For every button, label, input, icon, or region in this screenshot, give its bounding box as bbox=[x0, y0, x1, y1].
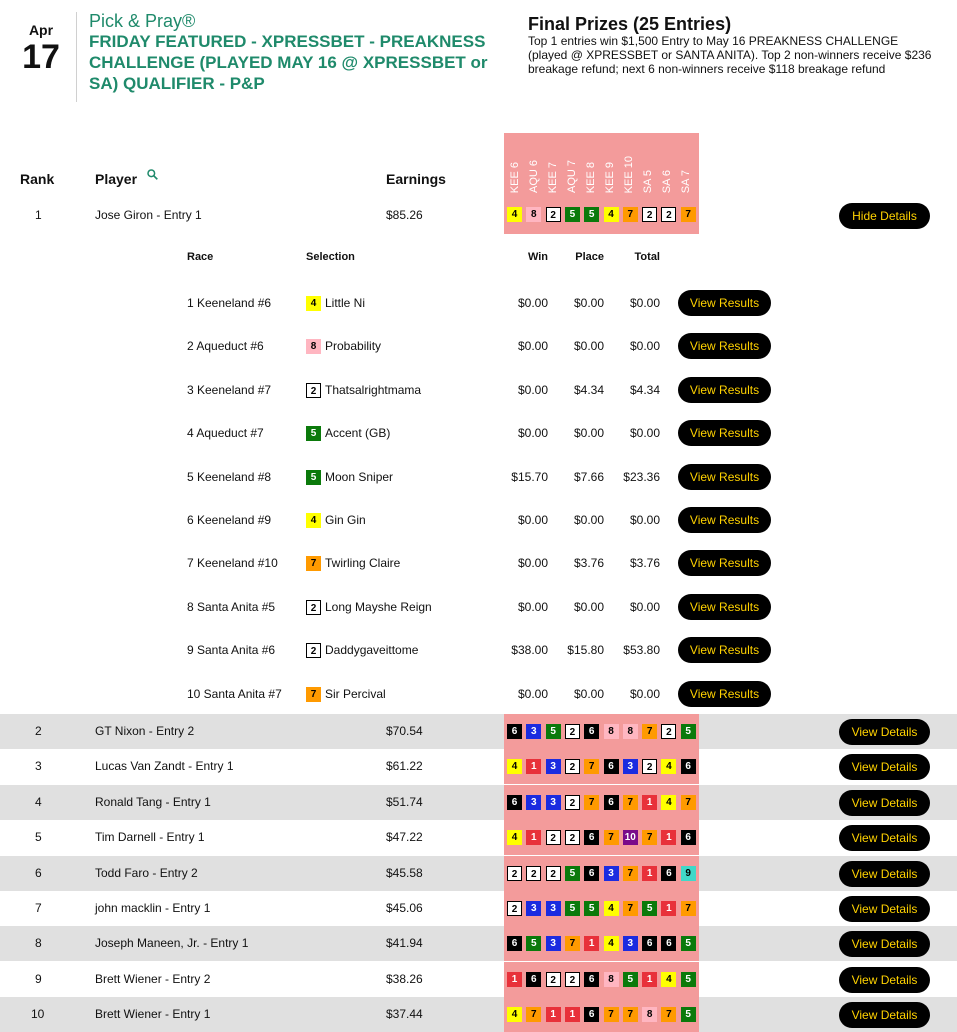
detail-row bbox=[0, 543, 957, 583]
pick-chip: 6 bbox=[584, 1007, 599, 1022]
pick-chip: 8 bbox=[642, 1007, 657, 1022]
detail-win: $0.00 bbox=[517, 426, 548, 441]
table-row bbox=[0, 749, 957, 784]
pick-chip: 5 bbox=[565, 901, 580, 916]
detail-win: $0.00 bbox=[517, 599, 548, 614]
table-row bbox=[0, 962, 957, 997]
table-row bbox=[0, 714, 957, 749]
pick-chip: 6 bbox=[681, 830, 696, 845]
detail-win: $0.00 bbox=[517, 513, 548, 527]
pick-chip: 5 bbox=[306, 470, 321, 485]
race-header-label: KEE 6 bbox=[509, 161, 521, 193]
pick-chip: 5 bbox=[681, 1007, 696, 1022]
pick-chip: 6 bbox=[507, 795, 522, 810]
pick-chip: 3 bbox=[546, 901, 561, 916]
pick-chip: 3 bbox=[546, 936, 561, 951]
event-month: Apr bbox=[28, 22, 54, 38]
pick-chip: 7 bbox=[681, 207, 696, 222]
view-details-button[interactable]: View Details bbox=[839, 825, 930, 851]
race-header-label: AQU 7 bbox=[566, 159, 578, 193]
pick-chip: 1 bbox=[565, 1007, 580, 1022]
pick-chip: 1 bbox=[642, 972, 657, 987]
view-details-button[interactable]: View Details bbox=[839, 1002, 930, 1028]
row-player: john macklin - Entry 1 bbox=[95, 901, 211, 915]
race-header-label: SA 6 bbox=[661, 169, 673, 193]
pick-chip: 6 bbox=[584, 830, 599, 845]
detail-horse: Thatsalrightmama bbox=[325, 382, 422, 397]
race-headers bbox=[504, 133, 699, 197]
player-header: Player bbox=[95, 171, 138, 187]
pick-chip: 1 bbox=[526, 830, 541, 845]
row-player: GT Nixon - Entry 2 bbox=[95, 724, 195, 738]
pick-chip: 2 bbox=[661, 724, 676, 739]
pick-chip: 1 bbox=[661, 901, 676, 916]
pick-chip: 7 bbox=[623, 1007, 638, 1022]
table-row bbox=[0, 891, 957, 926]
pick-chip: 7 bbox=[526, 1007, 541, 1022]
pick-chip: 4 bbox=[604, 207, 619, 222]
pick-chip: 2 bbox=[546, 830, 561, 845]
pick-chip: 7 bbox=[604, 1007, 619, 1022]
detail-race: 2 Aqueduct #6 bbox=[187, 339, 264, 354]
row-player: Joseph Maneen, Jr. - Entry 1 bbox=[95, 936, 249, 951]
pick-chip: 1 bbox=[584, 936, 599, 951]
view-details-button[interactable]: View Details bbox=[839, 719, 930, 745]
pick-chip: 4 bbox=[604, 936, 619, 951]
pick-chip: 2 bbox=[306, 643, 321, 658]
pick-chip: 6 bbox=[604, 759, 619, 774]
row-player: Brett Wiener - Entry 2 bbox=[95, 971, 211, 986]
pick-chip: 8 bbox=[623, 724, 638, 739]
pick-chip: 7 bbox=[661, 1007, 676, 1022]
detail-total: $0.00 bbox=[629, 426, 660, 441]
pick-chip: 1 bbox=[661, 830, 676, 845]
pick-chip: 8 bbox=[604, 724, 619, 739]
detail-race: 4 Aqueduct #7 bbox=[187, 426, 264, 441]
view-results-button[interactable]: View Results bbox=[678, 550, 771, 576]
detail-race: 1 Keeneland #6 bbox=[187, 296, 272, 310]
pick-chip: 5 bbox=[681, 972, 696, 987]
pick-chip: 2 bbox=[565, 759, 580, 774]
row-rank: 9 bbox=[35, 971, 42, 986]
detail-row bbox=[0, 370, 957, 410]
pick-chip: 7 bbox=[623, 866, 638, 881]
pick-chip: 7 bbox=[306, 687, 321, 702]
pick-chip: 5 bbox=[565, 207, 580, 222]
row-rank: 8 bbox=[35, 936, 42, 951]
pick-chip: 1 bbox=[642, 866, 657, 881]
pick-chip: 4 bbox=[661, 795, 676, 810]
row-player: Tim Darnell - Entry 1 bbox=[95, 830, 205, 845]
pick-chip: 4 bbox=[507, 207, 522, 222]
race-header-label: SA 5 bbox=[642, 169, 654, 193]
detail-total: $0.00 bbox=[629, 296, 660, 310]
pick-chip: 4 bbox=[604, 901, 619, 916]
pick-chip: 5 bbox=[642, 901, 657, 916]
pick-chip: 4 bbox=[507, 1007, 522, 1022]
pick-chip: 6 bbox=[584, 866, 599, 881]
detail-row bbox=[0, 283, 957, 323]
event-day: 17 bbox=[22, 38, 60, 76]
view-details-button[interactable]: View Details bbox=[839, 896, 930, 922]
hide-details-button[interactable]: Hide Details bbox=[839, 203, 930, 229]
detail-win: $0.00 bbox=[517, 556, 548, 571]
detail-place: $0.00 bbox=[573, 339, 604, 354]
detail-race: 9 Santa Anita #6 bbox=[187, 643, 276, 658]
rank-header: Rank bbox=[20, 171, 55, 187]
pick-chip: 3 bbox=[623, 936, 638, 951]
pick-chip: 7 bbox=[681, 795, 696, 810]
detail-place: $0.00 bbox=[573, 686, 604, 701]
detail-total: $0.00 bbox=[629, 599, 660, 614]
pick-chip: 2 bbox=[546, 866, 561, 881]
detail-place-header: Place bbox=[575, 251, 604, 263]
detail-total: $3.76 bbox=[629, 556, 660, 571]
view-results-button[interactable]: View Results bbox=[678, 290, 771, 316]
pick-chip: 8 bbox=[604, 972, 619, 987]
contest-title bbox=[89, 11, 499, 94]
row-rank: 4 bbox=[35, 794, 42, 809]
detail-race: 6 Keeneland #9 bbox=[187, 513, 272, 527]
pick-chip: 2 bbox=[507, 866, 522, 881]
row-player: Jose Giron - Entry 1 bbox=[95, 208, 202, 222]
detail-horse: Long Mayshe Reign bbox=[325, 599, 432, 614]
table-row bbox=[0, 820, 957, 855]
row-player: Ronald Tang - Entry 1 bbox=[95, 794, 211, 809]
detail-place: $0.00 bbox=[573, 513, 604, 527]
pick-chip: 5 bbox=[526, 936, 541, 951]
row-rank: 1 bbox=[35, 208, 42, 222]
detail-place: $0.00 bbox=[573, 599, 604, 614]
pick-chip: 8 bbox=[306, 339, 321, 354]
pick-chip: 2 bbox=[565, 830, 580, 845]
race-header-label: SA 7 bbox=[680, 169, 692, 193]
table-row bbox=[0, 856, 957, 891]
detail-win: $38.00 bbox=[511, 643, 548, 658]
prizes-description: Top 1 entries win $1,500 Entry to May 16 PREAKNESS CHALLENGE (played @ XPRESSBET or SANTA ANITA). Top 2 non-winners receive $236 breakage refund; next 6 non-winners receive $118 breakage refund bbox=[528, 34, 932, 76]
pick-chip: 5 bbox=[584, 207, 599, 222]
pick-chip: 5 bbox=[681, 724, 696, 739]
pick-chip: 3 bbox=[604, 866, 619, 881]
detail-row bbox=[0, 413, 957, 453]
row-earnings: $47.22 bbox=[386, 830, 423, 845]
event-date bbox=[16, 22, 66, 76]
pick-chip: 4 bbox=[661, 972, 676, 987]
detail-row bbox=[0, 500, 957, 540]
row-earnings: $61.22 bbox=[386, 759, 423, 774]
detail-place: $0.00 bbox=[573, 296, 604, 310]
pick-chip: 4 bbox=[507, 830, 522, 845]
detail-horse: Twirling Claire bbox=[325, 556, 401, 571]
pick-chip: 7 bbox=[584, 759, 599, 774]
race-header-label: KEE 9 bbox=[604, 161, 616, 193]
view-results-button[interactable]: View Results bbox=[678, 420, 771, 446]
view-results-button[interactable]: View Results bbox=[678, 507, 771, 533]
detail-total: $0.00 bbox=[629, 686, 660, 701]
pick-chip: 7 bbox=[623, 207, 638, 222]
view-results-button[interactable]: View Results bbox=[678, 594, 771, 620]
detail-race-header: Race bbox=[187, 251, 214, 263]
race-header-label: KEE 7 bbox=[547, 161, 559, 193]
pick-chip: 2 bbox=[306, 383, 321, 398]
table-row bbox=[0, 997, 957, 1032]
row-rank: 3 bbox=[35, 759, 42, 774]
detail-total: $53.80 bbox=[623, 643, 660, 658]
detail-race: 7 Keeneland #10 bbox=[187, 556, 278, 571]
pick-chip: 2 bbox=[526, 866, 541, 881]
detail-place: $0.00 bbox=[573, 426, 604, 441]
detail-win: $0.00 bbox=[517, 339, 548, 354]
detail-horse: Probability bbox=[325, 339, 382, 354]
detail-total-header: Total bbox=[634, 251, 660, 263]
pick-chip: 6 bbox=[604, 795, 619, 810]
pick-chip: 4 bbox=[306, 513, 321, 528]
pick-chip: 7 bbox=[565, 936, 580, 951]
row-player: Todd Faro - Entry 2 bbox=[95, 865, 198, 880]
detail-horse: Little Ni bbox=[325, 296, 366, 310]
row-earnings: $37.44 bbox=[386, 1007, 423, 1022]
pick-chip: 3 bbox=[526, 795, 541, 810]
detail-place: $15.80 bbox=[567, 643, 604, 658]
pick-chip: 1 bbox=[642, 795, 657, 810]
detail-race: 5 Keeneland #8 bbox=[187, 469, 272, 484]
view-results-button[interactable]: View Results bbox=[678, 377, 771, 403]
pick-chip: 9 bbox=[681, 866, 696, 881]
pick-chip: 6 bbox=[642, 936, 657, 951]
view-results-button[interactable]: View Results bbox=[678, 637, 771, 663]
detail-race: 10 Santa Anita #7 bbox=[187, 686, 282, 701]
pick-chip: 5 bbox=[565, 866, 580, 881]
detail-place: $4.34 bbox=[573, 382, 604, 397]
detail-place: $7.66 bbox=[573, 469, 604, 484]
row-player: Brett Wiener - Entry 1 bbox=[95, 1007, 211, 1022]
view-results-button[interactable]: View Results bbox=[678, 464, 771, 490]
pick-chip: 7 bbox=[604, 830, 619, 845]
detail-win: $0.00 bbox=[517, 686, 548, 701]
detail-selection-header: Selection bbox=[306, 251, 355, 263]
detail-horse: Accent (GB) bbox=[325, 426, 391, 441]
detail-race: 3 Keeneland #7 bbox=[187, 382, 272, 397]
pick-chip: 6 bbox=[507, 724, 522, 739]
earnings-header: Earnings bbox=[386, 171, 446, 187]
detail-total: $4.34 bbox=[629, 382, 660, 397]
detail-win-header: Win bbox=[527, 251, 548, 263]
row-earnings: $45.06 bbox=[386, 901, 423, 915]
pick-chip: 5 bbox=[681, 936, 696, 951]
pick-chip: 5 bbox=[623, 972, 638, 987]
pick-chip: 3 bbox=[526, 724, 541, 739]
pick-chip: 6 bbox=[584, 972, 599, 987]
pick-chip: 6 bbox=[507, 936, 522, 951]
row-earnings: $41.94 bbox=[386, 936, 423, 951]
detail-horse: Sir Percival bbox=[325, 686, 386, 701]
pick-chip: 6 bbox=[661, 936, 676, 951]
detail-horse: Moon Sniper bbox=[325, 469, 394, 484]
pick-chip: 3 bbox=[623, 759, 638, 774]
final-prizes bbox=[528, 14, 938, 76]
detail-total: $0.00 bbox=[629, 339, 660, 354]
table-row bbox=[0, 785, 957, 820]
pick-chip: 7 bbox=[623, 795, 638, 810]
pick-chip: 3 bbox=[526, 901, 541, 916]
view-details-button[interactable]: View Details bbox=[839, 931, 930, 957]
view-details-button[interactable]: View Details bbox=[839, 754, 930, 780]
race-header-label: AQU 6 bbox=[528, 159, 540, 193]
row-earnings: $70.54 bbox=[386, 724, 423, 738]
pick-chip: 7 bbox=[584, 795, 599, 810]
pick-chip: 2 bbox=[546, 972, 561, 987]
detail-row bbox=[0, 630, 957, 670]
row-rank: 5 bbox=[35, 830, 42, 845]
view-results-button[interactable]: View Results bbox=[678, 333, 771, 359]
pick-chip: 2 bbox=[546, 207, 561, 222]
detail-row bbox=[0, 326, 957, 366]
detail-win: $15.70 bbox=[511, 469, 548, 484]
row-earnings: $51.74 bbox=[386, 794, 423, 809]
detail-row bbox=[0, 674, 957, 714]
detail-horse: Daddygaveittome bbox=[325, 643, 419, 658]
prizes-heading: Final Prizes (25 Entries) bbox=[528, 14, 732, 34]
pick-chip: 7 bbox=[642, 830, 657, 845]
pick-chip: 2 bbox=[507, 901, 522, 916]
pick-chip: 1 bbox=[507, 972, 522, 987]
pick-chip: 1 bbox=[546, 1007, 561, 1022]
pick-chip: 6 bbox=[661, 866, 676, 881]
pick-chip: 2 bbox=[642, 207, 657, 222]
detail-win: $0.00 bbox=[517, 296, 548, 310]
table-row bbox=[0, 926, 957, 961]
row-earnings: $45.58 bbox=[386, 865, 423, 880]
row-earnings: $38.26 bbox=[386, 971, 423, 986]
pick-chip: 7 bbox=[306, 556, 321, 571]
pick-chip: 6 bbox=[584, 724, 599, 739]
row-rank: 10 bbox=[31, 1007, 45, 1022]
contest-name: FRIDAY FEATURED - XPRESSBET - PREAKNESS CHALLENGE (PLAYED MAY 16 @ XPRESSBET or SA) QUALIFIER - P&P bbox=[89, 32, 488, 93]
pick-chip: 7 bbox=[623, 901, 638, 916]
pick-chip: 2 bbox=[642, 759, 657, 774]
detail-win: $0.00 bbox=[517, 382, 548, 397]
pick-chip: 2 bbox=[661, 207, 676, 222]
view-details-button[interactable]: View Details bbox=[839, 790, 930, 816]
row-rank: 2 bbox=[35, 724, 42, 738]
view-results-button[interactable]: View Results bbox=[678, 681, 771, 707]
pick-chip: 3 bbox=[546, 759, 561, 774]
detail-row bbox=[0, 587, 957, 627]
detail-horse: Gin Gin bbox=[325, 513, 366, 527]
pick-chip: 2 bbox=[565, 795, 580, 810]
pick-chip: 7 bbox=[642, 724, 657, 739]
detail-row bbox=[0, 457, 957, 497]
race-header-label: KEE 8 bbox=[585, 161, 597, 193]
table-row bbox=[0, 197, 957, 233]
detail-place: $3.76 bbox=[573, 556, 604, 571]
detail-total: $23.36 bbox=[623, 469, 660, 484]
pick-chip: 2 bbox=[565, 724, 580, 739]
pick-chip: 6 bbox=[681, 759, 696, 774]
pick-chip: 6 bbox=[526, 972, 541, 987]
view-details-button[interactable]: View Details bbox=[839, 861, 930, 887]
detail-race: 8 Santa Anita #5 bbox=[187, 599, 276, 614]
pick-chip: 2 bbox=[565, 972, 580, 987]
pick-chip: 3 bbox=[546, 795, 561, 810]
detail-total: $0.00 bbox=[629, 513, 660, 527]
pick-chip: 10 bbox=[624, 832, 636, 844]
search-icon[interactable] bbox=[147, 169, 158, 180]
pick-chip: 7 bbox=[681, 901, 696, 916]
row-rank: 7 bbox=[35, 901, 42, 915]
pick-chip: 4 bbox=[507, 759, 522, 774]
pick-chip: 5 bbox=[584, 901, 599, 916]
view-details-button[interactable]: View Details bbox=[839, 967, 930, 993]
contest-brand: Pick & Pray® bbox=[89, 11, 196, 31]
pick-chip: 5 bbox=[546, 724, 561, 739]
header-divider bbox=[76, 12, 77, 102]
pick-chip: 1 bbox=[526, 759, 541, 774]
row-player: Lucas Van Zandt - Entry 1 bbox=[95, 759, 234, 774]
pick-chip: 5 bbox=[306, 426, 321, 441]
pick-chip: 4 bbox=[661, 759, 676, 774]
row-earnings: $85.26 bbox=[386, 208, 423, 222]
race-header-label: KEE 10 bbox=[623, 155, 635, 193]
pick-chip: 8 bbox=[526, 207, 541, 222]
row-rank: 6 bbox=[35, 865, 42, 880]
pick-chip: 4 bbox=[306, 296, 321, 311]
pick-chip: 2 bbox=[306, 600, 321, 615]
